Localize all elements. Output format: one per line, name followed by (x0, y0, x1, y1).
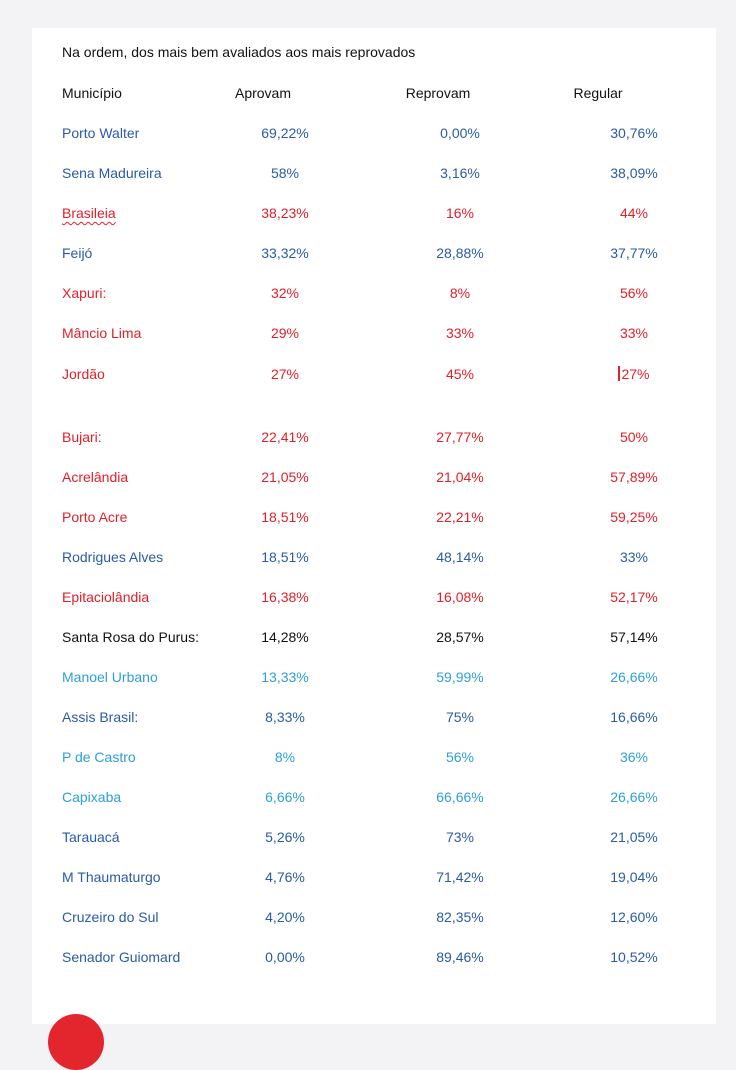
text-cursor-mark (618, 366, 620, 381)
aprovam-cell: 69,22% (261, 125, 309, 141)
table-row (0, 626, 736, 648)
reprovam-cell: 59,99% (436, 669, 484, 685)
reprovam-cell: 16% (445, 205, 475, 221)
reprovam-cell: 28,57% (436, 629, 484, 645)
table-row (0, 363, 736, 385)
municipio-cell: Porto Acre (62, 509, 128, 525)
reprovam-cell: 8% (449, 285, 471, 301)
reprovam-cell: 21,04% (436, 469, 484, 485)
municipio-cell: Feijó (62, 245, 93, 261)
reprovam-cell: 75% (445, 709, 475, 725)
table-row (0, 202, 736, 224)
municipio-cell: Sena Madureira (62, 165, 162, 181)
table-row (0, 546, 736, 568)
table-row (0, 786, 736, 808)
aprovam-cell: 5,26% (265, 829, 305, 845)
reprovam-cell: 66,66% (436, 789, 484, 805)
table-row (0, 322, 736, 344)
regular-cell: 10,52% (610, 949, 658, 965)
intro-text: Na ordem, dos mais bem avaliados aos mais reprovados (62, 44, 416, 60)
municipio-cell: P de Castro (62, 749, 136, 765)
municipio-cell: Jordão (62, 366, 105, 382)
table-row (0, 426, 736, 448)
header-aprovam: Aprovam (234, 85, 292, 101)
table-row (0, 866, 736, 888)
regular-cell: 12,60% (610, 909, 658, 925)
aprovam-cell: 27% (270, 366, 300, 382)
regular-cell: 44% (619, 205, 649, 221)
municipio-cell: Rodrigues Alves (62, 549, 164, 565)
aprovam-cell: 6,66% (265, 789, 305, 805)
table-row (0, 746, 736, 768)
reprovam-cell: 27,77% (436, 429, 484, 445)
municipio-cell: Porto Walter (62, 125, 140, 141)
municipio-cell: Tarauacá (62, 829, 120, 845)
aprovam-cell: 4,76% (265, 869, 305, 885)
regular-cell: 50% (619, 429, 649, 445)
regular-cell: 37,77% (610, 245, 658, 261)
aprovam-cell: 8,33% (265, 709, 305, 725)
municipio-cell: Epitaciolândia (62, 589, 150, 605)
table-row (0, 906, 736, 928)
regular-cell: 33% (619, 325, 649, 341)
header-regular: Regular (573, 85, 623, 101)
municipio-cell: Santa Rosa do Purus: (62, 629, 199, 645)
regular-cell: 59,25% (610, 509, 658, 525)
municipio-cell: Capixaba (62, 789, 122, 805)
aprovam-cell: 18,51% (261, 509, 309, 525)
reprovam-cell: 73% (445, 829, 475, 845)
municipio-cell: M Thaumaturgo (62, 869, 161, 885)
regular-cell: 38,09% (610, 165, 658, 181)
regular-cell: 21,05% (610, 829, 658, 845)
regular-cell: 36% (619, 749, 649, 765)
regular-cell: 16,66% (610, 709, 658, 725)
reprovam-cell: 3,16% (440, 165, 480, 181)
municipio-cell: Cruzeiro do Sul (62, 909, 159, 925)
aprovam-cell: 18,51% (261, 549, 309, 565)
aprovam-cell: 0,00% (265, 949, 305, 965)
reprovam-cell: 82,35% (436, 909, 484, 925)
aprovam-cell: 58% (270, 165, 300, 181)
regular-cell: 57,14% (610, 629, 658, 645)
table-row (0, 506, 736, 528)
table-row (0, 946, 736, 968)
red-circle-decoration (48, 1014, 104, 1070)
reprovam-cell: 89,46% (436, 949, 484, 965)
aprovam-cell: 21,05% (261, 469, 309, 485)
aprovam-cell: 14,28% (261, 629, 309, 645)
aprovam-cell: 22,41% (261, 429, 309, 445)
regular-cell: 30,76% (610, 125, 658, 141)
table-row (0, 826, 736, 848)
municipio-cell: Xapuri: (62, 285, 107, 301)
regular-cell: 52,17% (610, 589, 658, 605)
aprovam-cell: 38,23% (261, 205, 309, 221)
table-row (0, 706, 736, 728)
regular-cell: 33% (619, 549, 649, 565)
reprovam-cell: 45% (445, 366, 475, 382)
table-row (0, 466, 736, 488)
municipio-cell: Bujari: (62, 429, 102, 445)
aprovam-cell: 33,32% (261, 245, 309, 261)
municipio-cell: Mâncio Lima (62, 325, 142, 341)
regular-cell: 26,66% (610, 789, 658, 805)
municipio-cell: Assis Brasil: (62, 709, 139, 725)
reprovam-cell: 48,14% (436, 549, 484, 565)
reprovam-cell: 28,88% (436, 245, 484, 261)
aprovam-cell: 29% (270, 325, 300, 341)
aprovam-cell: 13,33% (261, 669, 309, 685)
aprovam-cell: 16,38% (261, 589, 309, 605)
header-municipio: Município (62, 85, 122, 101)
reprovam-cell: 33% (445, 325, 475, 341)
table-row (0, 242, 736, 264)
reprovam-cell: 22,21% (436, 509, 484, 525)
municipio-cell: Manoel Urbano (62, 669, 158, 685)
aprovam-cell: 4,20% (265, 909, 305, 925)
municipio-cell: Acrelândia (62, 469, 129, 485)
reprovam-cell: 71,42% (436, 869, 484, 885)
reprovam-cell: 0,00% (440, 125, 480, 141)
table-row (0, 282, 736, 304)
regular-cell: 26,66% (610, 669, 658, 685)
aprovam-cell: 32% (270, 285, 300, 301)
table-row (0, 586, 736, 608)
municipio-cell: Brasileia (62, 205, 116, 221)
reprovam-cell: 16,08% (436, 589, 484, 605)
regular-cell: 57,89% (610, 469, 658, 485)
header-reprovam: Reprovam (405, 85, 471, 101)
table-row (0, 666, 736, 688)
aprovam-cell: 8% (274, 749, 296, 765)
table-row (0, 162, 736, 184)
regular-cell: 19,04% (610, 869, 658, 885)
table-header (0, 82, 736, 104)
municipio-cell: Senador Guiomard (62, 949, 181, 965)
regular-cell: 27% (592, 363, 676, 385)
reprovam-cell: 56% (445, 749, 475, 765)
regular-cell: 56% (619, 285, 649, 301)
table-row (0, 122, 736, 144)
